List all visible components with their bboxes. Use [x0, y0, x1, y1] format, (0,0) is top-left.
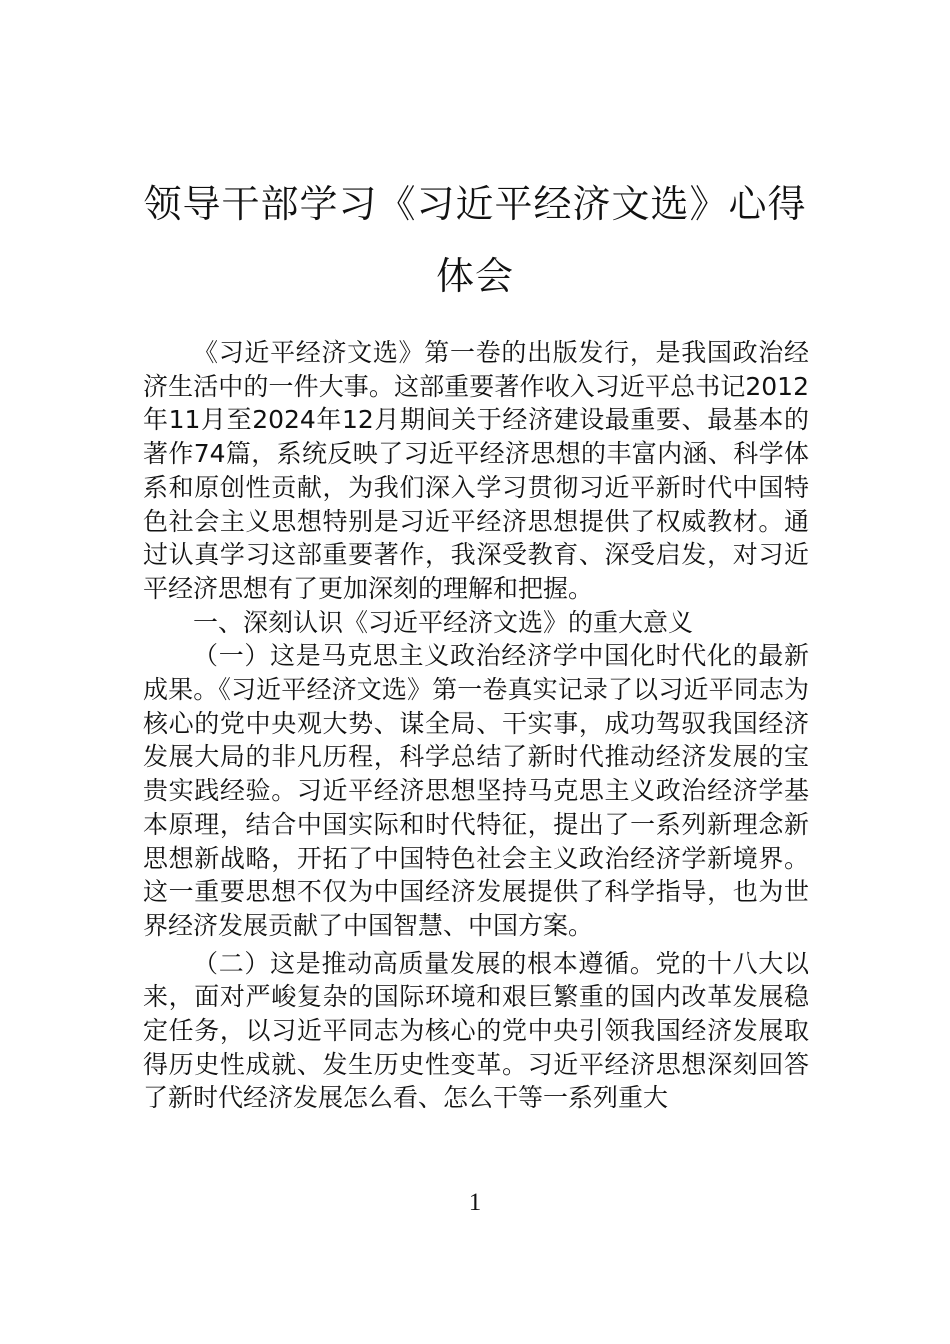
intro-paragraph: 《习近平经济文选》第一卷的出版发行，是我国政治经济生活中的一件大事。这部重要著作收入习近平总书记2012年11月至2024年12月期间关于经济建设最重要、最基本的著作74篇，系统反映了习近平经济思想的丰富内涵、科学体系和原创性贡献，为我们深入学习贯彻习近平新时代中国特色社会主义思想特别是习近平经济思想提供了权威教材。通过认真学习这部重要著作，我深受教育、深受启发，对习近平经济思想有了更加深刻的理解和把握。 [143, 338, 809, 603]
page-number: 1 [468, 1189, 482, 1216]
section-heading: 一、深刻认识《习近平经济文选》的重大意义 [193, 607, 694, 637]
document-body [143, 336, 809, 1115]
document-title: 领导干部学习《习近平经济文选》心得体会 [143, 182, 807, 298]
subsection-paragraph-1: （一）这是马克思主义政治经济学中国化时代化的最新成果。《习近平经济文选》第一卷真实记录了以习近平同志为核心的党中央观大势、谋全局、干实事，成功驾驭我国经济发展大局的非凡历程，科学总结了新时代推动经济发展的宝贵实践经验。习近平经济思想坚持马克思主义政治经济学基本原理，结合中国实际和时代特征，提出了一系列新理念新思想新战略，开拓了中国特色社会主义政治经济学新境界。这一重要思想不仅为中国经济发展提供了科学指导，也为世界经济发展贡献了中国智慧、中国方案。 [143, 641, 809, 940]
subsection-paragraph-2: （二）这是推动高质量发展的根本遵循。党的十八大以来，面对严峻复杂的国际环境和艰巨繁重的国内改革发展稳定任务，以习近平同志为核心的党中央引领我国经济发展取得历史性成就、发生历史性变革。习近平经济思想深刻回答了新时代经济发展怎么看、怎么干等一系列重大 [143, 948, 809, 1113]
